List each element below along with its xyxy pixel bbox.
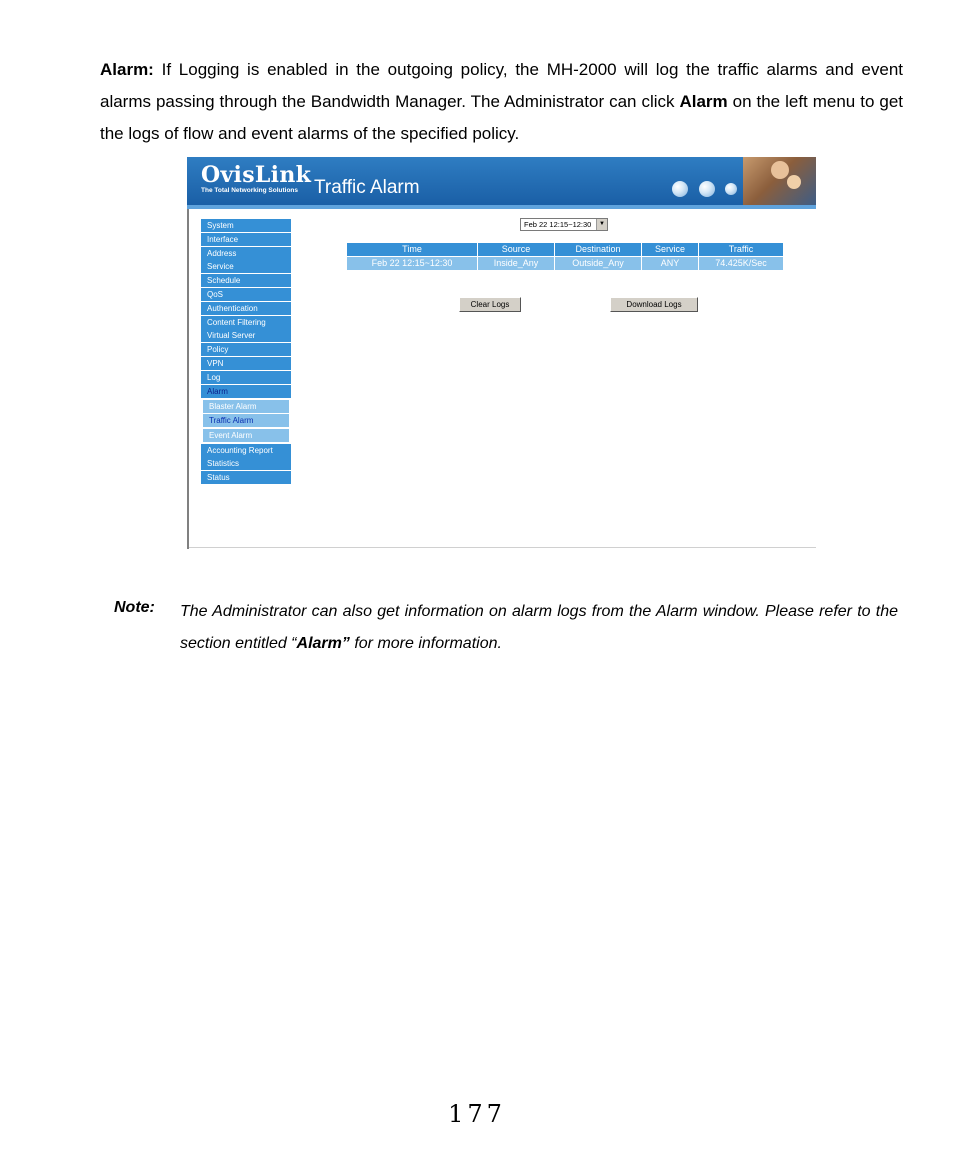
sidebar-menu bbox=[201, 219, 291, 485]
cell-time: Feb 22 12:15~12:30 bbox=[347, 257, 478, 271]
submenu-item-event-alarm[interactable]: Event Alarm bbox=[203, 429, 289, 442]
person-image bbox=[771, 161, 789, 179]
sidebar-item-vpn[interactable]: VPN bbox=[201, 357, 291, 370]
frame-divider bbox=[189, 547, 816, 548]
cell-destination: Outside_Any bbox=[555, 257, 642, 271]
page-number: 177 bbox=[448, 1100, 506, 1128]
sidebar-item-policy[interactable]: Policy bbox=[201, 343, 291, 356]
globe-icon bbox=[699, 181, 715, 197]
sidebar-item-qos[interactable]: QoS bbox=[201, 288, 291, 301]
sidebar-item-content-filtering[interactable]: Content Filtering bbox=[201, 316, 291, 329]
submenu-item-blaster-alarm[interactable]: Blaster Alarm bbox=[203, 400, 289, 413]
note-text bbox=[180, 596, 898, 660]
cell-service: ANY bbox=[642, 257, 699, 271]
alarm-submenu bbox=[203, 400, 289, 442]
cell-source: Inside_Any bbox=[478, 257, 555, 271]
note-text-1: The Administrator can also get information on alarm logs from the Alarm window. Please refer to the section entitled “ bbox=[180, 603, 898, 652]
traffic-alarm-table bbox=[347, 243, 783, 270]
chevron-down-icon[interactable]: ▼ bbox=[596, 219, 607, 230]
logo-tagline: The Total Networking Solutions bbox=[201, 187, 299, 194]
column-header-source: Source bbox=[478, 243, 555, 257]
sidebar-item-alarm[interactable]: Alarm bbox=[201, 385, 291, 398]
sidebar-item-authentication[interactable]: Authentication bbox=[201, 302, 291, 315]
intro-paragraph bbox=[100, 54, 903, 150]
intro-label: Alarm: bbox=[100, 60, 154, 79]
globe-icon bbox=[672, 181, 688, 197]
note-text-2: for more information. bbox=[349, 635, 502, 652]
cell-traffic: 74.425K/Sec bbox=[699, 257, 784, 271]
table-header-row bbox=[347, 243, 783, 257]
sidebar-item-log[interactable]: Log bbox=[201, 371, 291, 384]
sidebar-item-accounting-report[interactable]: Accounting Report bbox=[201, 444, 291, 457]
sidebar-item-service[interactable]: Service bbox=[201, 260, 291, 273]
sidebar-item-virtual-server[interactable]: Virtual Server bbox=[201, 329, 291, 342]
column-header-destination: Destination bbox=[555, 243, 642, 257]
header-stripe bbox=[187, 205, 816, 209]
sidebar-item-statistics[interactable]: Statistics bbox=[201, 457, 291, 470]
column-header-traffic: Traffic bbox=[699, 243, 784, 257]
screenshot-header bbox=[187, 157, 816, 205]
frame-divider bbox=[187, 209, 189, 549]
logo-name: OvisLink bbox=[201, 162, 312, 188]
clear-logs-button[interactable]: Clear Logs bbox=[459, 297, 521, 312]
sidebar-item-address[interactable]: Address bbox=[201, 247, 291, 260]
intro-text-2: on the left menu to get the logs of flow and event alarms of the specified policy. bbox=[100, 92, 903, 143]
intro-bold-word: Alarm bbox=[679, 92, 728, 111]
download-logs-button[interactable]: Download Logs bbox=[610, 297, 698, 312]
traffic-alarm-screenshot bbox=[187, 157, 816, 549]
note-bold: Alarm” bbox=[296, 635, 350, 652]
ovislink-logo bbox=[201, 163, 311, 195]
sidebar-item-status[interactable]: Status bbox=[201, 471, 291, 484]
column-header-time: Time bbox=[347, 243, 478, 257]
note-label: Note: bbox=[114, 599, 155, 616]
person-image bbox=[787, 175, 801, 189]
globe-icon bbox=[725, 183, 737, 195]
sidebar-item-interface[interactable]: Interface bbox=[201, 233, 291, 246]
header-photo bbox=[743, 157, 816, 205]
column-header-service: Service bbox=[642, 243, 699, 257]
table-row bbox=[347, 257, 783, 271]
intro-text-1: If Logging is enabled in the outgoing policy, the MH-2000 will log the traffic alarms and event alarms passing through the Bandwidth Manager. The Administrator can click bbox=[100, 60, 903, 111]
submenu-item-traffic-alarm[interactable]: Traffic Alarm bbox=[203, 414, 289, 427]
time-range-select[interactable] bbox=[520, 218, 608, 231]
sidebar-item-schedule[interactable]: Schedule bbox=[201, 274, 291, 287]
sidebar-item-system[interactable]: System bbox=[201, 219, 291, 232]
select-value: Feb 22 12:15~12:30 bbox=[524, 220, 592, 229]
page-title: Traffic Alarm bbox=[314, 177, 420, 198]
